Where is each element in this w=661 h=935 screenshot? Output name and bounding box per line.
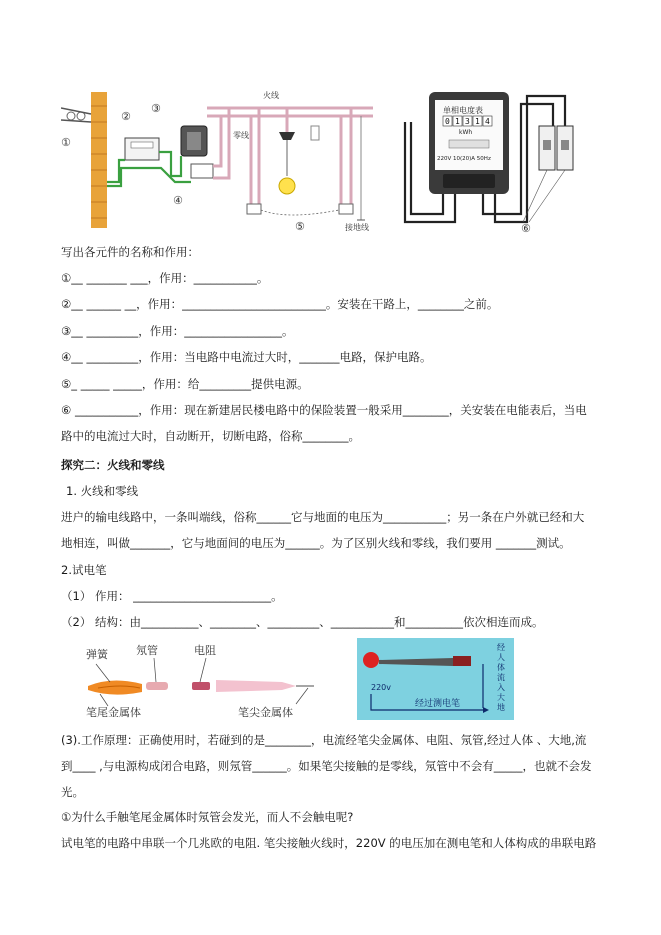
socket-icon bbox=[339, 204, 353, 214]
resistor-icon bbox=[192, 682, 210, 690]
svg-text:体: 体 bbox=[497, 663, 505, 672]
pen-body-icon bbox=[216, 680, 296, 692]
item-2-line: ②__ ______ __，作用：_________________________。安装在干路上，________之前。 bbox=[61, 297, 499, 311]
light-bulb-icon bbox=[279, 178, 295, 194]
label-tip-metal: 笔尖金属体 bbox=[238, 706, 293, 719]
meter-digit: 1 bbox=[475, 117, 480, 126]
answer-line: 试电笔的电路中串联一个几兆欧的电阻. 笔尖接触火线时，220V 的电压加在测电笔和人体构成的串联电路 bbox=[61, 836, 597, 850]
wall bbox=[91, 92, 107, 228]
energy-meter-diagram bbox=[403, 82, 577, 236]
meter-digit: 4 bbox=[485, 117, 490, 126]
label-neon-tube: 氖管 bbox=[136, 644, 158, 657]
svg-text:流: 流 bbox=[497, 673, 505, 682]
switch-icon bbox=[311, 126, 319, 140]
question-line: ①为什么手触笔尾金属体时氖管会发光，而人不会触电呢? bbox=[61, 810, 354, 824]
pen-structure-line: （2） 结构：由__________、________、_________、___________和__________依次相连而成。 bbox=[61, 615, 544, 629]
instruction-line: 写出各元件的名称和作用： bbox=[61, 245, 199, 259]
svg-text:地: 地 bbox=[497, 703, 505, 712]
current-path-diagram bbox=[357, 638, 514, 720]
socket-icon bbox=[247, 204, 261, 214]
label-neutral-wire: 零线 bbox=[233, 131, 249, 140]
test-pen-structure-diagram bbox=[82, 644, 332, 722]
power-source-icon bbox=[363, 652, 379, 668]
principle-line: 到____ ,与电源构成闭合电路，则氖管______。如果笔尖接触的是零线，氖管中不会有_____，也就不会发 bbox=[61, 759, 592, 773]
section-heading: 探究二：火线和零线 bbox=[61, 458, 165, 472]
item-3-line: ③__ _________，作用：_________________。 bbox=[61, 324, 294, 338]
meter-spec: 220V 10(20)A 50Hz bbox=[437, 156, 491, 162]
item-5-line: ⑤_ _____ _____，作用：给_________提供电源。 bbox=[61, 377, 309, 391]
subsection-1-title: 1. 火线和零线 bbox=[66, 484, 139, 498]
meter-digits bbox=[443, 116, 492, 126]
label-fire-wire: 火线 bbox=[263, 91, 279, 100]
voltage-label: 220v bbox=[371, 683, 392, 692]
svg-text:经: 经 bbox=[497, 643, 505, 652]
meter-unit: kWh bbox=[459, 129, 473, 136]
svg-text:大: 大 bbox=[497, 693, 505, 702]
item-1-line: ①__ _______ ___，作用：___________。 bbox=[61, 271, 269, 285]
label-5: ⑤ bbox=[295, 220, 305, 233]
neon-tube-icon bbox=[146, 682, 168, 690]
lamp-shade-icon bbox=[279, 132, 295, 140]
principle-line: (3).工作原理：正确使用时，若碰到的是________，电流经笔尖金属体、电阻、氖管,经过人体 、大地,流 bbox=[61, 733, 587, 747]
svg-text:人: 人 bbox=[497, 653, 505, 662]
insulator-icon bbox=[67, 112, 75, 120]
label-spring: 弹簧 bbox=[86, 648, 108, 661]
fuse-icon bbox=[191, 164, 213, 178]
label-resistor: 电阻 bbox=[194, 644, 216, 657]
label-6: ⑥ bbox=[521, 222, 531, 235]
svg-text:入: 入 bbox=[497, 683, 505, 692]
label-4: ④ bbox=[173, 194, 183, 207]
meter-digit: 3 bbox=[465, 117, 470, 126]
label-ground-wire: 接地线 bbox=[345, 223, 369, 232]
subsection-2-title: 2.试电笔 bbox=[61, 563, 107, 577]
item-4-line: ④__ _________，作用：当电路中电流过大时，_______电路，保护电路。 bbox=[61, 350, 432, 364]
label-2: ② bbox=[121, 110, 131, 123]
meter-digit: 1 bbox=[455, 117, 460, 126]
side-text bbox=[497, 643, 505, 712]
meter-digit: 0 bbox=[445, 117, 450, 126]
path-caption: 经过测电笔 bbox=[415, 699, 461, 709]
meter-title: 单相电度表 bbox=[443, 106, 483, 115]
paragraph-line: 进户的输电线路中，一条叫端线，俗称______它与地面的电压为___________；另一条在户外就已经和大 bbox=[61, 510, 585, 524]
household-wiring-diagram bbox=[61, 86, 377, 234]
item-6-continued: 路中的电流过大时，自动断开，切断电路，俗称________。 bbox=[61, 429, 360, 443]
label-tail-metal: 笔尾金属体 bbox=[86, 706, 141, 719]
item-6-line: ⑥ ___________，作用：现在新建居民楼电路中的保险装置一般采用________，关安装在电能表后，当电 bbox=[61, 403, 587, 417]
label-3: ③ bbox=[151, 102, 161, 115]
pen-function-line: （1） 作用： ________________________。 bbox=[61, 589, 283, 603]
label-1: ① bbox=[61, 136, 71, 149]
energy-meter-icon bbox=[125, 138, 159, 160]
principle-line: 光。 bbox=[61, 785, 84, 799]
pen-tail-icon bbox=[88, 680, 142, 694]
paragraph-line: 地相连，叫做_______，它与地面间的电压为______。为了区别火线和零线，我们要用 _______测试。 bbox=[61, 536, 571, 550]
